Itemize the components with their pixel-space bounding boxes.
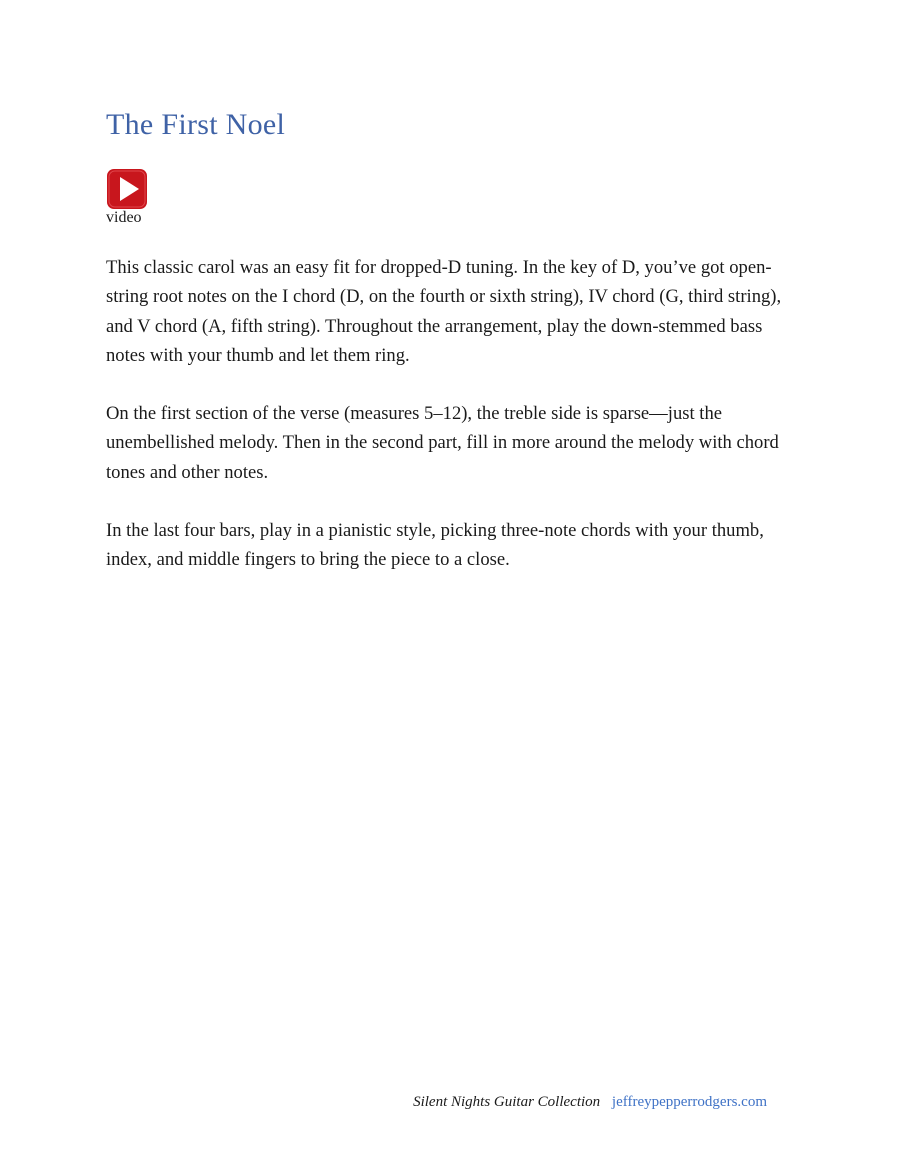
footer-collection-title: Silent Nights Guitar Collection [413,1094,601,1110]
footer-website-link[interactable]: jeffreypepperrodgers.com [611,1094,767,1110]
page-footer [413,1094,767,1111]
page-title: The First Noel [106,108,286,141]
paragraph-ending: In the last four bars, play in a pianistic style, picking three-note chords with your thumb, index, and middle fingers to bring the piece to a close. [106,520,764,571]
paragraph-intro: This classic carol was an easy fit for dropped-D tuning. In the key of D, you’ve got open-string root notes on the I chord (D, on the fourth or sixth string), IV chord (G, third string), and V chord (A, fifth string). Throughout the arrangement, play the down-stemmed bass notes with your thumb and let them ring. [106,257,782,366]
video-link[interactable] [106,168,166,227]
video-label[interactable]: video [106,209,142,226]
paragraph-verse: On the first section of the verse (measures 5–12), the treble side is sparse—just the unembellished melody. Then in the second part, fill in more around the melody with chord tones and other notes. [106,403,779,483]
play-video-icon[interactable] [106,168,148,210]
body-text [106,253,806,604]
